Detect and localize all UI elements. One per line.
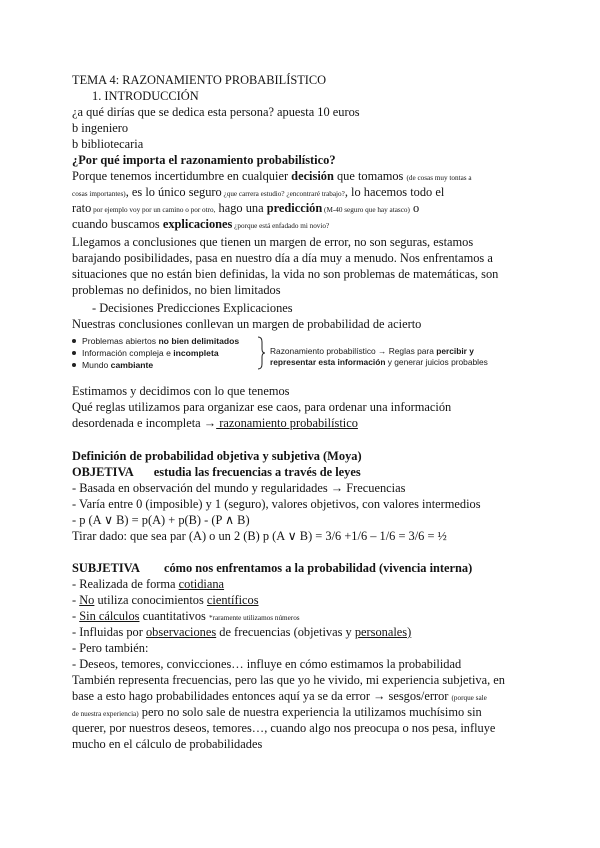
question-line: ¿a qué dirías que se dedica esta persona? apuesta 10 euros	[72, 105, 360, 119]
underlined-term: cotidiana	[178, 577, 225, 591]
text-run: , es lo único	[125, 185, 189, 199]
diagram-bullet-item	[72, 336, 239, 347]
text-run: Reglas para	[386, 346, 437, 356]
paragraph-line: También representa frecuencias, pero las que yo he vivido, mi experiencia subjetiva, en	[72, 673, 505, 687]
bullet-dot	[72, 363, 76, 367]
underlined-term: Sin cálculos	[79, 609, 140, 623]
text-run-bold: cambiante	[110, 360, 154, 370]
paragraph-line: querer, por nuestros deseos, temores…, cuando algo nos preocupa o nos pesa, influye	[72, 721, 496, 735]
paragraph-line: problemas no definidos, no bien limitados	[72, 283, 281, 297]
text-run: que tomamos	[333, 169, 407, 183]
underlined-term: observaciones	[145, 625, 217, 639]
text-run: pero no solo sale de nuestra experiencia la utilizamos muchísimo sin	[138, 705, 482, 719]
text-run: Mundo	[82, 360, 111, 370]
text-run: -	[72, 593, 80, 607]
dash-list-item: - Decisiones Predicciones Explicaciones	[92, 301, 293, 315]
small-note: ¿porque está enfadado mi novio?	[232, 222, 330, 230]
text-run: desordenada e incompleta	[72, 416, 204, 430]
subjetiva-item: - Deseos, temores, convicciones… influye en cómo estimamos la probabilidad	[72, 657, 462, 671]
text-run: hago una	[215, 201, 267, 215]
objetiva-description: estudia las frecuencias a través de leyes	[153, 465, 361, 479]
paragraph-line	[72, 216, 329, 234]
subjetiva-item: - Pero también:	[72, 641, 149, 655]
subjetiva-heading	[72, 560, 472, 576]
text-run: o	[409, 201, 420, 215]
underlined-term: razonamiento probabilístico	[216, 416, 358, 430]
doc-title: TEMA 4: RAZONAMIENTO PROBABILÍSTICO	[72, 73, 327, 87]
small-note: (porque sale	[451, 694, 487, 702]
keyword-seguro: seguro	[188, 185, 222, 199]
paragraph-line: situaciones que no están bien definidas, la vida no son problemas de matemáticas, son	[72, 267, 499, 281]
text-run: Información compleja e	[82, 348, 174, 358]
label-subjetiva: SUBJETIVA	[72, 561, 140, 575]
curly-brace-icon	[257, 336, 265, 370]
text-run: base a esto hago probabilidades entonces aquí ya se da error → sesgos/error	[72, 689, 452, 703]
paragraph-line: Estimamos y decidimos con lo que tenemos	[72, 384, 290, 398]
paragraph-line: mucho en el cálculo de probabilidades	[72, 737, 263, 751]
small-note: por ejemplo voy por un camino o por otro,	[91, 206, 216, 214]
text-run: -	[72, 609, 80, 623]
subjetiva-item	[72, 592, 259, 608]
underlined-term: personales)	[354, 625, 412, 639]
bullet-dot	[72, 351, 76, 355]
underlined-term: científicos	[206, 593, 259, 607]
option-ingeniero: b ingeniero	[72, 121, 129, 135]
embedded-diagram	[72, 334, 542, 384]
dice-example: Tirar dado: que sea par (A) o un 2 (B) p (A ∨ B) = 3/6 +1/6 – 1/6 = 3/6 = ½	[72, 529, 447, 543]
text-run: Problemas abiertos	[82, 336, 159, 346]
keyword-explicaciones: explicaciones	[162, 217, 233, 231]
small-note: (M-40 seguro que hay atasco)	[322, 206, 410, 214]
objetiva-item: - Varía entre 0 (imposible) y 1 (seguro), valores objetivos, con valores intermedios	[72, 497, 481, 511]
diagram-right-line	[270, 357, 488, 368]
heading-importance: ¿Por qué importa el razonamiento probabilístico?	[72, 153, 336, 167]
text-run: utiliza conocimientos	[94, 593, 207, 607]
paragraph-line: barajando posibilidades, pasa en nuestro día a día muy a menudo. Nos enfrentamos a	[72, 251, 493, 265]
objetiva-item: - Basada en observación del mundo y regularidades → Frecuencias	[72, 481, 406, 495]
text-run-bold: no bien delimitados	[158, 336, 240, 346]
diagram-right-line	[270, 346, 474, 357]
objetiva-heading	[72, 464, 361, 480]
text-run-bold: percibir y	[436, 346, 474, 356]
diagram-bullet-item	[72, 348, 219, 359]
small-note: *raramente utilizamos números	[208, 614, 300, 622]
text-run: cuantitativos	[139, 609, 209, 623]
objetiva-item: - p (A ∨ B) = p(A) + p(B) - (P ∧ B)	[72, 513, 250, 527]
subjetiva-item	[72, 624, 411, 640]
paragraph-line: Qué reglas utilizamos para organizar ese caos, para ordenar una información	[72, 400, 452, 414]
text-run: y generar juicios probables	[385, 357, 488, 367]
subjetiva-item	[72, 576, 224, 592]
definition-heading: Definición de probabilidad objetiva y subjetiva (Moya)	[72, 449, 362, 463]
text-run: - Realizada de forma	[72, 577, 179, 591]
section-heading-introduccion: 1. INTRODUCCIÓN	[92, 89, 199, 103]
keyword-decision: decisión	[291, 169, 334, 183]
paragraph-line	[72, 415, 358, 431]
option-bibliotecaria: b bibliotecaria	[72, 137, 144, 151]
small-note: cosas importantes)	[72, 190, 126, 198]
small-note: de nuestra experiencia)	[72, 710, 139, 718]
text-run-bold: incompleta	[173, 348, 219, 358]
paragraph-line: Llegamos a conclusiones que tienen un margen de error, no son seguras, estamos	[72, 235, 474, 249]
text-run: de frecuencias (objetivas y	[216, 625, 355, 639]
subjetiva-description: cómo nos enfrentamos a la probabilidad (vivencia interna)	[163, 561, 473, 575]
text-run: Porque tenemos incertidumbre en cualquier	[72, 169, 292, 183]
text-run: , lo hacemos todo el	[344, 185, 445, 199]
text-run: cuando buscamos	[72, 217, 163, 231]
underlined-term: No	[79, 593, 95, 607]
label-objetiva: OBJETIVA	[72, 465, 134, 479]
arrow-icon: →	[378, 346, 387, 356]
bullet-dot	[72, 339, 76, 343]
text-run-bold: representar esta información	[270, 357, 386, 367]
diagram-bullet-item	[72, 360, 153, 371]
keyword-prediccion: predicción	[266, 201, 323, 215]
text-run: - Influidas por	[72, 625, 146, 639]
text-run: Razonamiento probabilístico	[270, 346, 379, 356]
arrow-icon: →	[203, 416, 217, 430]
keyword-rato: rato	[72, 201, 92, 215]
paragraph-line: Nuestras conclusiones conllevan un margen de probabilidad de acierto	[72, 317, 422, 331]
small-note: (de cosas muy tontas a	[406, 174, 472, 182]
small-note: ¿que carrera estudio? ¿encontraré trabajo?	[221, 190, 345, 198]
